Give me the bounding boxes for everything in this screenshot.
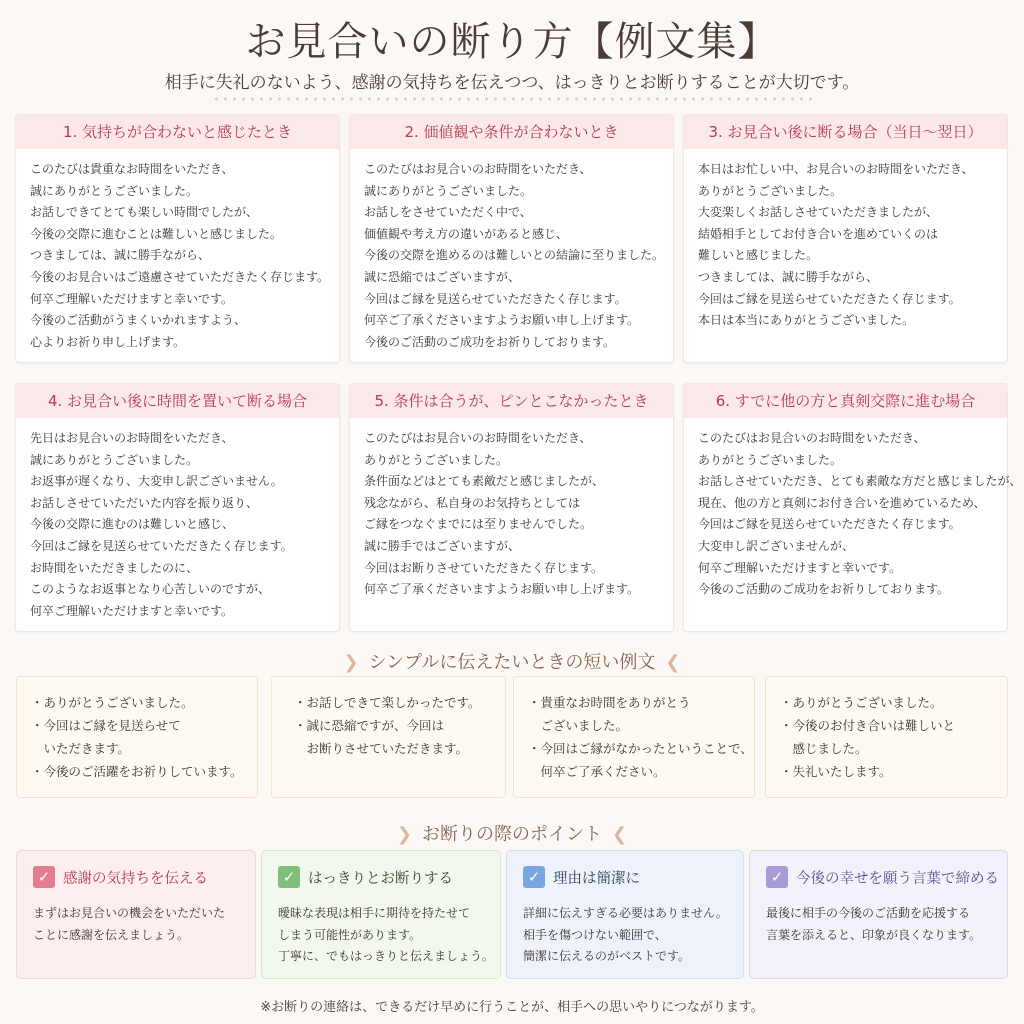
example-line: 大変楽しくお話しさせていただきましたが、: [698, 205, 939, 220]
example-line: 誠に勝手ではございますが、: [364, 538, 521, 553]
short-example-line: ・誠に恐縮ですが、今回は: [294, 718, 445, 733]
example-line: 今後の交際に進むことは難しいと感じました。: [30, 226, 283, 241]
example-card: [683, 383, 1022, 632]
example-line: このたびはお見合いのお時間をいただき、: [364, 162, 592, 176]
checkbox-icon: ✓: [766, 866, 788, 888]
example-line: お返事が遅くなり、大変申し訳ございません。: [30, 474, 283, 489]
example-line: 今回はお断りさせていただきたく存じます。: [364, 560, 604, 575]
short-example-line: ・貴重なお時間をありがとう: [528, 695, 691, 710]
example-line: 今後の交際を進めるのは難しいとの結論に至りました。: [364, 248, 665, 263]
leaf-ornament-icon: ❯: [343, 652, 359, 673]
short-example-line: いただきます。: [31, 741, 131, 756]
point-line: 簡潔に伝えるのがベストです。: [523, 949, 691, 963]
example-line: このたびはお見合いのお時間をいただき、: [364, 431, 592, 445]
example-line: お話しをさせていただく中で、: [364, 205, 532, 220]
short-example-box: [513, 676, 755, 798]
point-line: しまう可能性があります。: [278, 927, 422, 942]
example-card-heading: 5. 条件は合うが、ピンとこなかったとき: [350, 384, 673, 418]
example-line: 何卒ご理解いただけますと幸いです。: [30, 603, 234, 618]
example-card: [349, 114, 674, 363]
point-heading: [33, 866, 208, 888]
example-line: 本日はお忙しい中、お見合いのお時間をいただき、: [698, 162, 974, 176]
short-example-box: [271, 676, 506, 798]
short-example-line: ・今回はご縁がなかったということで、: [528, 741, 753, 756]
example-line: 残念ながら、私自身のお気持ちとしては: [364, 495, 581, 510]
example-line: 今後のお見合いはご遠慮させていただきたく存じます。: [30, 269, 330, 284]
example-line: 誠にありがとうございました。: [30, 183, 199, 198]
point-line: 最後に相手の今後のご活動を応援する: [766, 906, 971, 920]
example-card-body: [16, 418, 339, 622]
example-line: このようなお返事となり心苦しいのですが、: [30, 582, 271, 597]
short-example-line: ・今回はご縁を見送らせて: [31, 718, 181, 733]
point-heading-text: はっきりとお断りする: [308, 870, 453, 887]
example-line: 結婚相手としてお付き合いを進めていくのは: [698, 226, 939, 241]
short-example-line: ・今後のご活躍をお祈りしています。: [31, 764, 243, 779]
example-line: 条件面などはとても素敵だと感じましたが、: [364, 474, 605, 489]
example-line: ありがとうございました。: [364, 452, 509, 467]
example-line: お話しさせていただき、とても素敵な方だと感じましたが、: [698, 474, 1022, 489]
example-line: このたびは貴重なお時間をいただき、: [30, 162, 234, 176]
short-example-line: ・今後のお付き合いは難しいと: [780, 718, 956, 733]
checkbox-icon: ✓: [278, 866, 300, 888]
example-line: 誠に恐縮ではございますが、: [364, 269, 521, 284]
point-heading: [278, 866, 453, 888]
point-line: 丁寧に、でもはっきりと伝えましょう。: [278, 949, 495, 963]
leaf-ornament-icon: ❯: [396, 824, 412, 845]
point-line: 曖昧な表現は相手に期待を持たせて: [278, 906, 471, 920]
example-line: ご縁をつなぐまでには至りませんでした。: [364, 517, 593, 532]
short-example-box: [765, 676, 1008, 798]
point-body: [33, 903, 225, 946]
point-line: まずはお見合いの機会をいただいた: [33, 906, 226, 920]
point-heading-text: 今後の幸せを願う言葉で締める: [796, 870, 999, 887]
point-body: [278, 903, 494, 968]
page-title: お見合いの断り方【例文集】: [245, 19, 779, 65]
example-card-body: [16, 149, 339, 353]
example-line: 本日は本当にありがとうございました。: [698, 313, 915, 328]
point-body: [523, 903, 728, 968]
dotted-divider: [212, 96, 812, 102]
example-line: 何卒ご理解いただけますと幸いです。: [698, 560, 902, 575]
short-example-line: ・お話しできて楽しかったです。: [294, 695, 481, 710]
point-heading-text: 理由は簡潔に: [553, 870, 640, 887]
example-line: 価値観や考え方の違いがあると感じ、: [364, 226, 569, 241]
point-heading: [766, 866, 999, 888]
example-line: 現在、他の方と真剣にお付き合いを進めているため、: [698, 495, 986, 510]
example-line: 心よりお祈り申し上げます。: [30, 334, 186, 349]
point-card: [749, 850, 1008, 979]
example-line: 大変申し訳ございませんが、: [698, 538, 855, 553]
example-card-heading: 4. お見合い後に時間を置いて断る場合: [16, 384, 339, 418]
checkbox-icon: ✓: [33, 866, 55, 888]
example-line: 何卒ご了承くださいますようお願い申し上げます。: [364, 313, 640, 328]
short-example-box: [16, 676, 258, 798]
point-card: [261, 850, 501, 979]
example-line: 難しいと感じました。: [698, 248, 819, 263]
example-card: [15, 383, 340, 632]
point-card: [506, 850, 744, 979]
point-line: 詳細に伝えすぎる必要はありません。: [523, 906, 728, 920]
points-section-title-text: お断りの際のポイント: [422, 824, 602, 845]
example-line: 誠にありがとうございました。: [30, 452, 199, 467]
example-card-body: [350, 418, 673, 601]
leaf-ornament-icon: ❮: [612, 824, 628, 845]
example-line: 何卒ご了承くださいますようお願い申し上げます。: [364, 582, 640, 597]
example-card: [349, 383, 674, 632]
example-line: このたびはお見合いのお時間をいただき、: [698, 431, 926, 445]
example-line: 今後のご活動がうまくいかれますよう、: [30, 313, 247, 328]
short-example-line: ・ありがとうございました。: [780, 695, 943, 710]
short-example-line: ございました。: [528, 718, 629, 733]
short-example-line: ・ありがとうございました。: [31, 695, 194, 710]
point-heading-text: 感謝の気持ちを伝える: [63, 870, 208, 887]
example-line: 先日はお見合いのお時間をいただき、: [30, 431, 234, 445]
short-example-line: 感じました。: [780, 741, 868, 756]
example-line: 今回はご縁を見送らせていただきたく存じます。: [364, 291, 627, 306]
example-line: 今後の交際に進むのは難しいと感じ、: [30, 517, 235, 532]
short-example-line: ・失礼いたします。: [780, 764, 892, 779]
point-line: ことに感謝を伝えましょう。: [33, 927, 190, 942]
example-line: 今後のご活動のご成功をお祈りしております。: [698, 582, 950, 597]
example-line: お話しできてとても楽しい時間でしたが、: [30, 205, 259, 220]
example-card-body: [350, 149, 673, 353]
example-line: 今回はご縁を見送らせていただきたく存じます。: [698, 517, 961, 532]
example-card-body: [684, 149, 1007, 332]
point-line: 言葉を添えると、印象が良くなります。: [766, 927, 982, 942]
example-line: お時間をいただきましたのに、: [30, 560, 199, 575]
point-heading: [523, 866, 640, 888]
example-card-heading: 6. すでに他の方と真剣交際に進む場合: [684, 384, 1007, 418]
short-section-title: [0, 648, 1024, 674]
example-card-heading: 2. 価値観や条件が合わないとき: [350, 115, 673, 149]
point-card: [16, 850, 256, 979]
example-line: ありがとうございました。: [698, 452, 843, 467]
example-line: 誠にありがとうございました。: [364, 183, 533, 198]
example-line: 何卒ご理解いただけますと幸いです。: [30, 291, 234, 306]
example-card: [15, 114, 340, 363]
example-card: [683, 114, 1008, 363]
points-section-title: [0, 820, 1024, 846]
point-line: 相手を傷つけない範囲で、: [523, 927, 667, 942]
example-card-body: [684, 418, 1022, 601]
example-line: つきましては、誠に勝手ながら、: [698, 269, 879, 284]
footer-note: ※お断りの連絡は、できるだけ早めに行うことが、相手への思いやりにつながります。: [260, 1000, 764, 1015]
short-example-line: 何卒ご了承ください。: [528, 764, 666, 779]
point-body: [766, 903, 981, 946]
leaf-ornament-icon: ❮: [665, 652, 681, 673]
example-line: ありがとうございました。: [698, 183, 843, 198]
example-line: お話しさせていただいた内容を振り返り、: [30, 495, 259, 510]
example-line: 今後のご活動のご成功をお祈りしております。: [364, 334, 616, 349]
short-section-title-text: シンプルに伝えたいときの短い例文: [368, 652, 656, 673]
page-subtitle: 相手に失礼のないよう、感謝の気持ちを伝えつつ、はっきりとお断りすることが大切です。: [164, 73, 860, 93]
short-example-line: お断りさせていただきます。: [294, 741, 469, 756]
example-card-heading: 1. 気持ちが合わないと感じたとき: [16, 115, 339, 149]
example-card-heading: 3. お見合い後に断る場合（当日〜翌日）: [684, 115, 1007, 149]
example-line: つきましては、誠に勝手ながら、: [30, 248, 211, 263]
checkbox-icon: ✓: [523, 866, 545, 888]
example-line: 今回はご縁を見送らせていただきたく存じます。: [30, 538, 293, 553]
example-line: 今回はご縁を見送らせていただきたく存じます。: [698, 291, 961, 306]
